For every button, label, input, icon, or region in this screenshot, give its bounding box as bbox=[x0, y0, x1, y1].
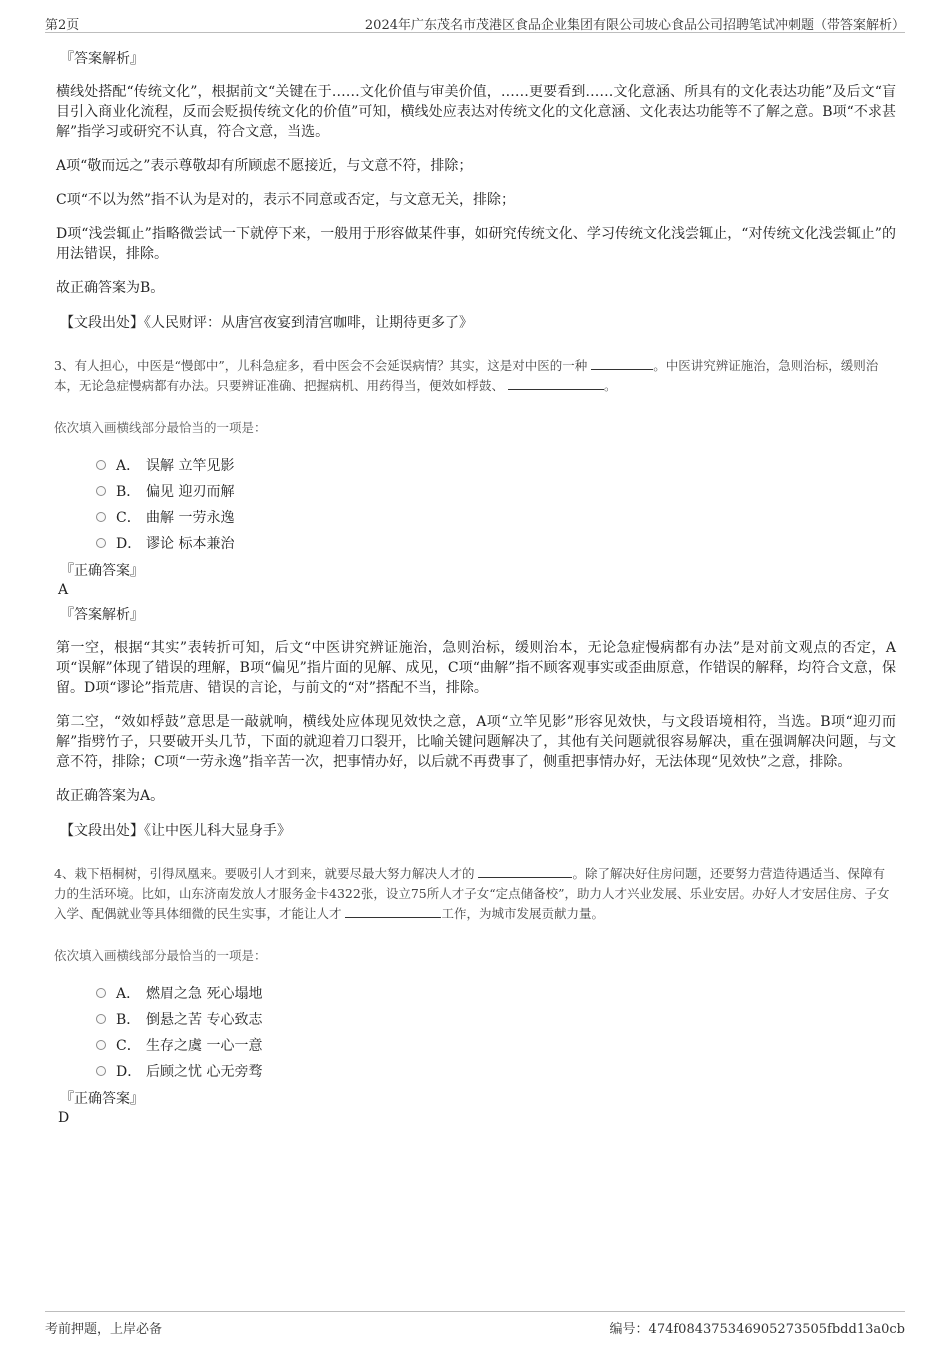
analysis-paragraph: 第二空，“效如桴鼓”意思是一敲就响，横线处应体现见效快之意，A项“立竿见影”形容见效快，与文段语境相符，当选。B项“迎刃而解”指劈竹子，只要破开头几节，下面的就迎着刀口裂开，比喻关键问题解决了，其他有关问题就很容易解决，重在强调解决问题，与文意不符，排除；C项“一劳永逸”指辛苦一次，把事情办好，以后就不再费事了，侧重把事情办好，无法体现“见效快”之意，排除。 bbox=[56, 714, 896, 770]
option-a[interactable]: A． 燃眉之急 死心塌地 bbox=[96, 980, 896, 1006]
radio-button[interactable] bbox=[96, 486, 106, 496]
analysis-paragraph: C项“不以为然”指不认为是对的，表示不同意或否定，与文意无关，排除； bbox=[56, 192, 516, 208]
analysis-paragraph: 第一空，根据“其实”表转折可知，后文“中医讲究辨证施治，急则治标，缓则治本，无论急症慢病都有办法”是对前文观点的否定，A项“误解”体现了错误的理解，B项“偏见”指片面的见解、成见，C项“曲解”指不顾客观事实或歪曲原意，作错误的解释，均符合文意，保留。D项“谬论”指荒唐、错误的言论，与前文的“对”搭配不当，排除。 bbox=[56, 640, 896, 696]
option-c[interactable]: C． 曲解 一劳永逸 bbox=[96, 504, 896, 530]
document-id: 编号：474f0843753469052735​05fbdd13a0cb bbox=[609, 1322, 905, 1337]
page-footer bbox=[45, 1311, 905, 1338]
radio-button[interactable] bbox=[96, 988, 106, 998]
option-list bbox=[96, 452, 896, 556]
correct-answer: A bbox=[58, 582, 69, 598]
question-3-text: 3、有人担心，中医是“慢郎中”，儿科急症多，看中医会不会延误病情？其实，这是对中医的一种 。中医讲究辨证施治，急则治标，缓则治本，无论急症慢病都有办法。只要辨证准确、把握病机、用药得当，便效如桴鼓、 。 bbox=[54, 358, 879, 393]
option-d[interactable]: D． 后顾之忧 心无旁骛 bbox=[96, 1058, 896, 1084]
document-title: 2024年广东茂名市茂港区食品企业集团有限公司坡心食品公司招聘笔试冲刺题（带答案解析） bbox=[364, 18, 905, 33]
page-header bbox=[45, 10, 905, 33]
correct-answer-label: 『正确答案』 bbox=[60, 1091, 144, 1107]
question-prompt: 依次填入画横线部分最恰当的一项是： bbox=[54, 420, 267, 435]
conclusion: 故正确答案为A。 bbox=[56, 788, 165, 804]
question-prompt: 依次填入画横线部分最恰当的一项是： bbox=[54, 948, 267, 963]
radio-button[interactable] bbox=[96, 1040, 106, 1050]
option-a[interactable]: A． 误解 立竿见影 bbox=[96, 452, 896, 478]
fill-blank bbox=[345, 904, 441, 918]
option-list bbox=[96, 980, 896, 1084]
radio-button[interactable] bbox=[96, 1014, 106, 1024]
radio-button[interactable] bbox=[96, 1066, 106, 1076]
source-citation: 【文段出处】《人民财评：从唐宫夜宴到清宫咖啡，让期待更多了》 bbox=[60, 315, 473, 331]
conclusion: 故正确答案为B。 bbox=[56, 280, 165, 296]
analysis-paragraph: D项“浅尝辄止”指略微尝试一下就停下来，一般用于形容做某件事，如研究传统文化、学习传统文化浅尝辄止，“对传统文化浅尝辄止”的用法错误，排除。 bbox=[56, 226, 896, 262]
radio-button[interactable] bbox=[96, 538, 106, 548]
option-b[interactable]: B． 偏见 迎刃而解 bbox=[96, 478, 896, 504]
analysis-label: 『答案解析』 bbox=[60, 51, 144, 67]
correct-answer: D bbox=[58, 1110, 70, 1126]
correct-answer-label: 『正确答案』 bbox=[60, 563, 144, 579]
option-b[interactable]: B． 倒悬之苦 专心致志 bbox=[96, 1006, 896, 1032]
source-citation: 【文段出处】《让中医儿科大显身手》 bbox=[60, 823, 291, 839]
document-body bbox=[56, 42, 896, 1126]
fill-blank bbox=[591, 356, 653, 370]
footer-slogan: 考前押题，上岸必备 bbox=[45, 1322, 163, 1337]
page-number: 第2页 bbox=[45, 18, 80, 33]
radio-button[interactable] bbox=[96, 512, 106, 522]
fill-blank bbox=[478, 864, 572, 878]
option-d[interactable]: D． 谬论 标本兼治 bbox=[96, 530, 896, 556]
question-4-text: 4、栽下梧桐树，引得凤凰来。要吸引人才到来，就要尽最大努力解决人才的 。除了解决好住房问题，还要努力营造待遇适当、保障有力的生活环境。比如，山东济南发放人才服务金卡4322张，设立75所人才子女“定点储备校”，助力人才兴业发展、乐业安居。办好人才安居住房、子女入学、配偶就业等具体细微的民生实事，才能让人才 工作，为城市发展贡献力量。 bbox=[54, 866, 890, 921]
analysis-paragraph: A项“敬而远之”表示尊敬却有所顾虑不愿接近，与文意不符，排除； bbox=[56, 158, 473, 174]
radio-button[interactable] bbox=[96, 460, 106, 470]
analysis-label: 『答案解析』 bbox=[60, 607, 144, 623]
option-c[interactable]: C． 生存之虞 一心一意 bbox=[96, 1032, 896, 1058]
analysis-paragraph: 横线处搭配“传统文化”，根据前文“关键在于……文化价值与审美价值，……更要看到……文化意涵、所具有的文化表达功能”及后文“盲目引入商业化流程，反而会贬损传统文化的价值”可知，横线处应表达对传统文化的文化意涵、文化表达功能等不了解之意。B项“不求甚解”指学习或研究不认真，符合文意，当选。 bbox=[56, 84, 896, 140]
fill-blank bbox=[508, 376, 604, 390]
